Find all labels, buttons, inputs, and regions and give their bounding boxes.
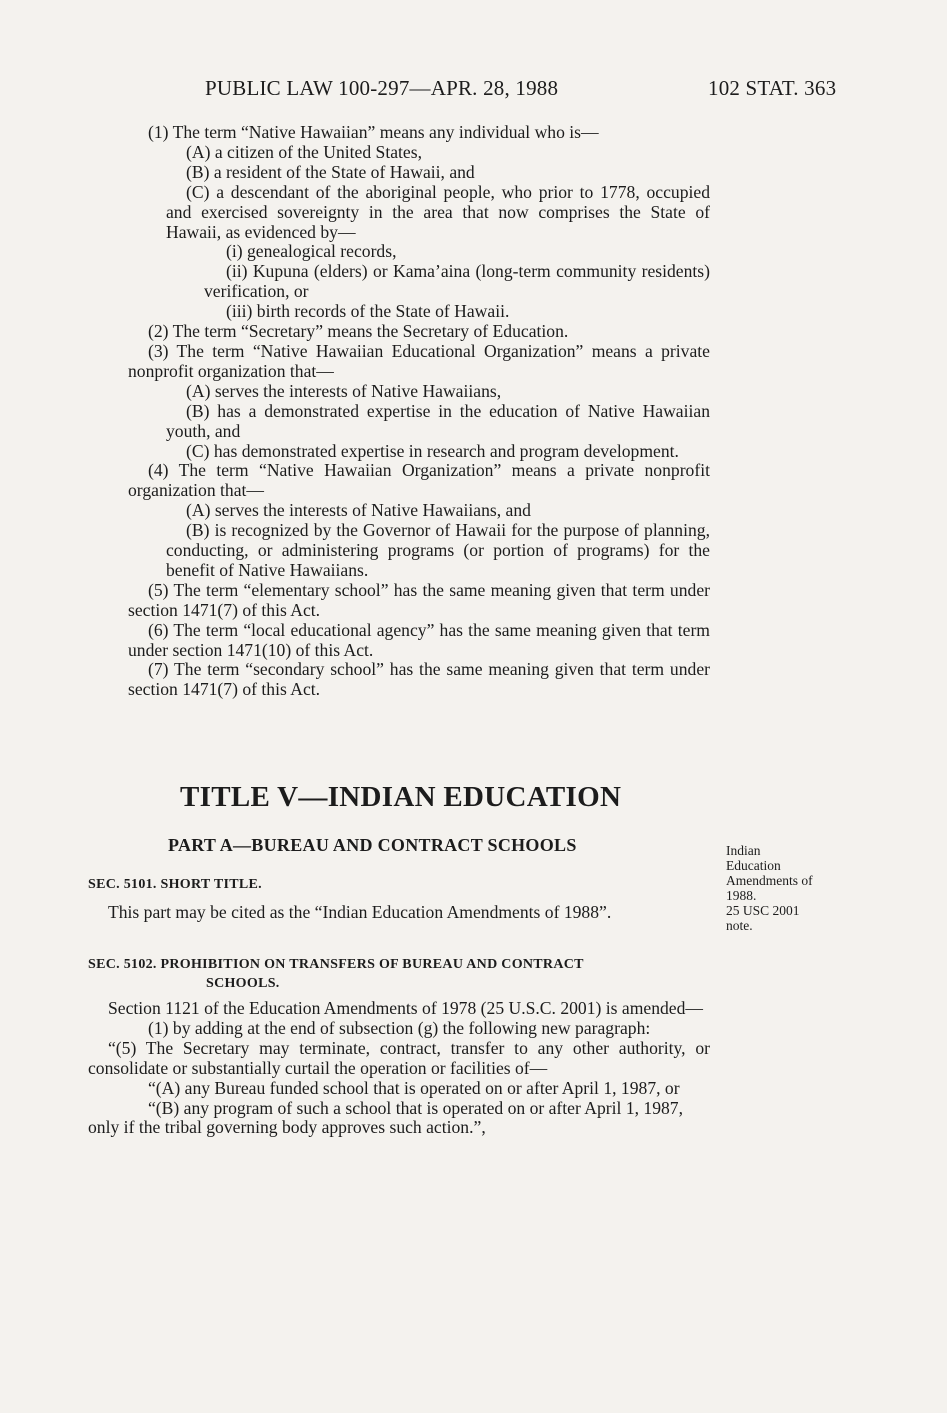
section-5101-body: [88, 903, 710, 923]
definition-7: (7) The term “secondary school” has the same meaning given that term under section 1471(7) of this Act.: [128, 659, 710, 700]
definition-1a: (A) a citizen of the United States,: [186, 141, 422, 162]
quoted-paragraph-5: “(5) The Secretary may terminate, contract, transfer to any other authority, or consolidate or substantially curtail the operation or facilities of—: [88, 1037, 710, 1078]
definition-3c: (C) has demonstrated expertise in research and program development.: [186, 440, 679, 461]
part-heading: PART A—BUREAU AND CONTRACT SCHOOLS: [168, 835, 577, 855]
section-5102-heading: [88, 955, 710, 993]
margin-note-line: note.: [726, 918, 753, 933]
margin-note-line: Indian: [726, 843, 761, 858]
section-5102-heading-line1: SEC. 5102. PROHIBITION ON TRANSFERS OF BUREAU AND CONTRACT: [88, 957, 584, 972]
quoted-subparagraph-a: “(A) any Bureau funded school that is operated on or after April 1, 1987, or: [148, 1077, 680, 1098]
margin-note-line: 25 USC 2001: [726, 903, 800, 918]
definition-1b: (B) a resident of the State of Hawaii, and: [186, 161, 475, 182]
section-5102-heading-line2: SCHOOLS.: [206, 976, 280, 991]
title-heading: TITLE V—INDIAN EDUCATION: [180, 781, 622, 813]
margin-note-line: 1988.: [726, 888, 757, 903]
margin-note: [726, 843, 856, 933]
definition-3: (3) The term “Native Hawaiian Educational Organization” means a private nonprofit organization that—: [128, 340, 710, 381]
definition-1c-iii: (iii) birth records of the State of Hawaii.: [226, 301, 510, 322]
running-header-page: 102 STAT. 363: [708, 76, 837, 100]
section-5102-body: [88, 999, 710, 1138]
definition-1c-i: (i) genealogical records,: [226, 241, 397, 262]
definition-6: (6) The term “local educational agency” has the same meaning given that term under section 1471(10) of this Act.: [128, 619, 710, 660]
definition-1c-ii: (ii) Kupuna (elders) or Kama’aina (long-term community residents) verification, or: [204, 261, 710, 302]
definition-1c: (C) a descendant of the aboriginal people, who prior to 1778, occupied and exercised sovereignty in the area that now comprises the State of Hawaii, as evidenced by—: [166, 181, 710, 242]
margin-note-line: Education: [726, 858, 781, 873]
definition-4a: (A) serves the interests of Native Hawaiians, and: [186, 500, 531, 521]
section-5101-heading: SEC. 5101. SHORT TITLE.: [88, 877, 262, 892]
definitions-block: [128, 123, 710, 700]
quoted-subparagraph-b: “(B) any program of such a school that is operated on or after April 1, 1987,: [148, 1097, 683, 1118]
section-5102-item1: (1) by adding at the end of subsection (g) the following new paragraph:: [148, 1017, 651, 1038]
definition-5: (5) The term “elementary school” has the same meaning given that term under section 1471(7) of this Act.: [128, 579, 710, 620]
section-5102-intro: Section 1121 of the Education Amendments of 1978 (25 U.S.C. 2001) is amended—: [108, 998, 704, 1018]
definition-2: (2) The term “Secretary” means the Secretary of Education.: [148, 321, 569, 342]
quoted-closing: only if the tribal governing body approves such action.”,: [88, 1117, 486, 1138]
definition-1: (1) The term “Native Hawaiian” means any individual who is—: [148, 122, 599, 142]
definition-3a: (A) serves the interests of Native Hawaiians,: [186, 380, 502, 401]
definition-4: (4) The term “Native Hawaiian Organization” means a private nonprofit organization that—: [128, 460, 710, 501]
definition-4b: (B) is recognized by the Governor of Hawaii for the purpose of planning, conducting, or administering programs (or portion of programs) for the benefit of Native Hawaiians.: [166, 520, 710, 580]
margin-note-line: Amendments of: [726, 873, 813, 888]
section-5101-text: This part may be cited as the “Indian Education Amendments of 1988”.: [108, 902, 612, 922]
running-header-title: PUBLIC LAW 100-297—APR. 28, 1988: [205, 76, 559, 100]
definition-3b: (B) has a demonstrated expertise in the education of Native Hawaiian youth, and: [166, 400, 710, 441]
